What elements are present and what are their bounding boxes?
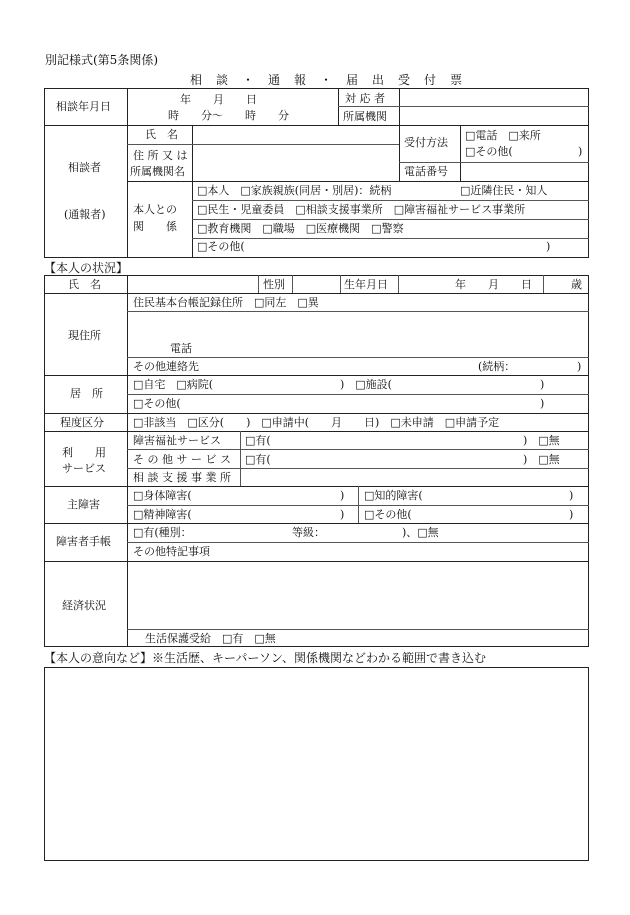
disability-other[interactable]: □その他( <box>364 508 412 521</box>
consulter-phone-label: 電話番号 <box>404 165 448 178</box>
welfare-service-no[interactable]: ) □無 <box>523 434 560 447</box>
agency-label: 所属機関 <box>343 110 387 123</box>
relation-neighbor[interactable]: □近隣住民・知人 <box>460 184 548 197</box>
other-service-label: そ の 他 サ ー ビ ス <box>133 453 231 466</box>
level-label: 程度区分 <box>60 416 104 429</box>
person-section-label: 【本人の状況】 <box>44 261 129 275</box>
handler-label: 対 応 者 <box>345 92 385 105</box>
gender-label: 性別 <box>263 278 285 291</box>
relation-label-2: 関 係 <box>133 220 177 233</box>
current-address-label: 現住所 <box>68 329 101 342</box>
intent-textarea[interactable] <box>44 667 589 861</box>
relation-options-1[interactable]: □本人 □家族親族(同居・別居)：続柄 <box>197 184 392 197</box>
disability-physical-close: ) <box>340 489 345 502</box>
registry-address[interactable]: 住民基本台帳記録住所 □同左 □異 <box>133 296 319 309</box>
residence-facility[interactable]: ) □施設( <box>340 378 392 391</box>
service-label-2: サービス <box>62 462 106 475</box>
reception-other[interactable]: □その他( <box>465 145 513 158</box>
handbook-none[interactable]: )、□無 <box>402 526 439 539</box>
residence-facility-close: ) <box>540 378 545 391</box>
relation-options-2[interactable]: □民生・児童委員 □相談支援事業所 □障害福祉サービス事業所 <box>197 203 526 216</box>
handbook-grade[interactable]: 等級： <box>292 526 325 539</box>
relation-label-1: 本人との <box>133 203 177 216</box>
reception-method-label: 受付方法 <box>404 136 448 149</box>
birth-ymd[interactable]: 年 月 日 <box>455 278 532 291</box>
relation-other[interactable]: □その他( <box>197 240 245 253</box>
residence-home-hospital[interactable]: □自宅 □病院( <box>133 378 214 391</box>
welfare-service-label: 障害福祉サービス <box>133 434 221 447</box>
person-name-label: 氏 名 <box>68 278 101 291</box>
service-label-1: 利 用 <box>62 446 106 459</box>
handbook-label: 障害者手帳 <box>56 535 111 548</box>
other-service-yes[interactable]: □有( <box>245 453 271 466</box>
level-options[interactable]: □非該当 □区分( ) □申請中( 月 日) □未申請 □申請予定 <box>133 416 500 429</box>
reporter-label: (通報者) <box>64 208 106 221</box>
economy-label: 経済状況 <box>62 599 106 612</box>
reception-other-close: ) <box>578 145 583 158</box>
disability-intellectual-close: ) <box>569 489 574 502</box>
consulter-label: 相談者 <box>68 161 101 174</box>
consulter-address-label-1: 住 所 又 は <box>133 149 188 162</box>
consult-time-value[interactable]: 時 分～ 時 分 <box>168 109 289 122</box>
residence-other-close: ) <box>540 397 545 410</box>
person-table <box>44 275 589 647</box>
consulter-name-label: 氏 名 <box>145 128 178 141</box>
other-contact-label: その他連絡先 <box>133 360 199 373</box>
disability-label: 主障害 <box>67 498 100 511</box>
relation-other-close: ) <box>546 240 551 253</box>
birth-label: 生年月日 <box>344 278 388 291</box>
contact-relation-close: ) <box>577 360 582 373</box>
intent-section-label: 【本人の意向など】※生活歴、キーパーソン、関係機関などわかる範囲で書き込む <box>44 651 486 665</box>
other-service-no[interactable]: ) □無 <box>523 453 560 466</box>
form-label: 別記様式(第5条関係) <box>45 53 158 67</box>
consulter-address-label-2: 所属機関名 <box>130 165 185 178</box>
consult-office-label: 相 談 支 援 事 業 所 <box>133 471 231 484</box>
age-label: 歳 <box>571 278 582 291</box>
contact-relation[interactable]: (続柄： <box>478 360 516 373</box>
relation-options-3[interactable]: □教育機関 □職場 □医療機関 □警察 <box>197 222 404 235</box>
handbook-type[interactable]: □有(種別： <box>133 526 192 539</box>
consult-date-label: 相談年月日 <box>56 100 111 113</box>
residence-other[interactable]: □その他( <box>133 397 181 410</box>
disability-mental-close: ) <box>340 508 345 521</box>
person-phone-label: 電話 <box>170 342 192 355</box>
handbook-note-label: その他特記事項 <box>133 545 210 558</box>
consult-date-value[interactable]: 年 月 日 <box>180 93 257 106</box>
disability-physical[interactable]: □身体障害( <box>133 489 192 502</box>
form-title: 相 談 ・ 通 報 ・ 届 出 受 付 票 <box>190 73 464 87</box>
welfare-service-yes[interactable]: □有( <box>245 434 271 447</box>
welfare-receipt[interactable]: 生活保護受給 □有 □無 <box>145 632 276 645</box>
disability-mental[interactable]: □精神障害( <box>133 508 192 521</box>
residence-label: 居 所 <box>70 387 103 400</box>
disability-intellectual[interactable]: □知的障害( <box>364 489 423 502</box>
disability-other-close: ) <box>569 508 574 521</box>
reception-options[interactable]: □電話 □来所 <box>465 129 541 142</box>
